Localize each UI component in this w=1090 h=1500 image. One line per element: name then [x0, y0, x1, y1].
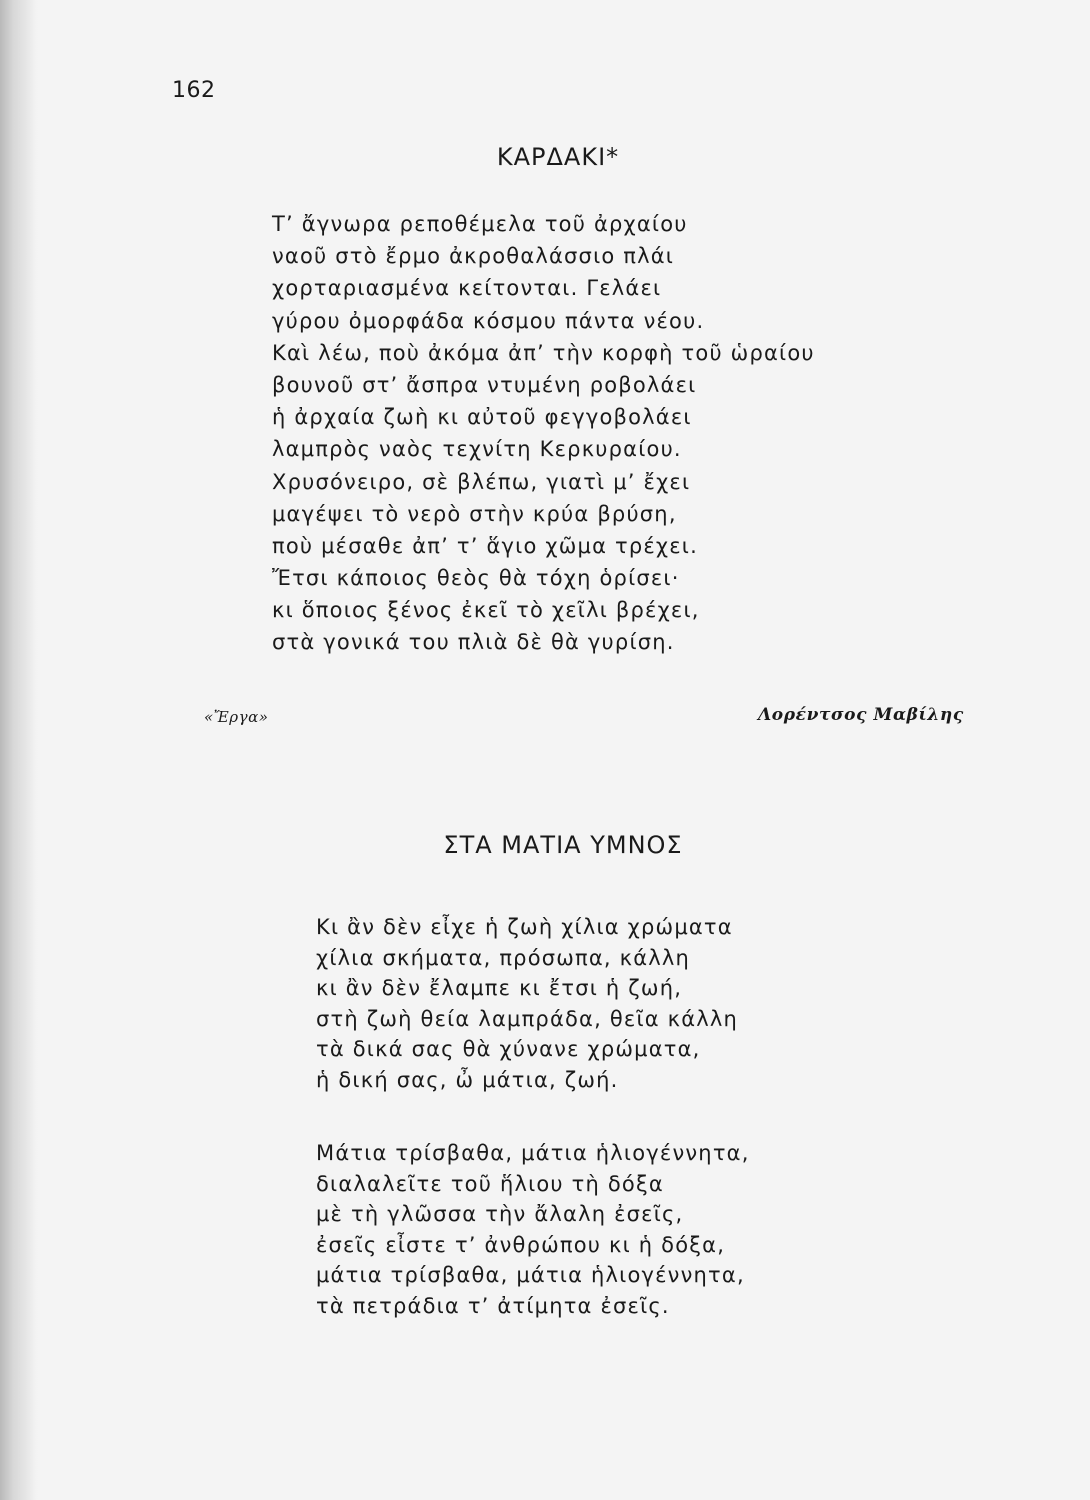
- page-number: 162: [172, 78, 216, 103]
- poem-stanza-1: [316, 912, 738, 1096]
- poem-line: τὰ δικά σας θὰ χύνανε χρώματα,: [316, 1037, 701, 1062]
- poem-kardaki-lines: [272, 208, 815, 659]
- poem-line: στὰ γονικά του πλιὰ δὲ θὰ γυρίση.: [272, 630, 675, 655]
- poem-line: ἡ ἀρχαία ζωὴ κι αὐτοῦ φεγγοβολάει: [272, 405, 692, 430]
- poem-line: κι ἂν δὲν ἔλαμπε κι ἔτσι ἡ ζωή,: [316, 976, 683, 1001]
- poem-line: στὴ ζωὴ θεία λαμπράδα, θεῖα κάλλη: [316, 1006, 739, 1031]
- poem-line: ἐσεῖς εἶστε τ’ ἀνθρώπου κι ἡ δόξα,: [316, 1232, 726, 1257]
- poem-line: διαλαλεῖτε τοῦ ἥλιου τὴ δόξα: [316, 1171, 664, 1196]
- poem-line: Καὶ λέω, ποὺ ἀκόμα ἀπ’ τὴν κορφὴ τοῦ ὡραίου: [272, 340, 815, 365]
- poem-line: Κι ἂν δὲν εἶχε ἡ ζωὴ χίλια χρώματα: [316, 915, 733, 939]
- page-binding-shadow: [0, 0, 36, 1500]
- poem-line: μαγέψει τὸ νερὸ στὴν κρύα βρύση,: [272, 501, 677, 526]
- poem-line: βουνοῦ στ’ ἄσπρα ντυμένη ροβολάει: [272, 372, 697, 397]
- poem-line: Χρυσόνειρο, σὲ βλέπω, γιατὶ μ’ ἔχει: [272, 469, 691, 494]
- poem-author: Λορέντσος Μαβίλης: [758, 705, 964, 725]
- poem-title-kardaki: ΚΑΡΔΑΚΙ*: [496, 143, 620, 171]
- poem-line: ναοῦ στὸ ἔρμο ἀκροθαλάσσιο πλάι: [272, 244, 675, 269]
- poem-stanza-2: [316, 1138, 750, 1322]
- poem-line: χίλια σκήματα, πρόσωπα, κάλλη: [316, 945, 691, 970]
- poem-source: «Ἔργα»: [204, 708, 269, 726]
- poem-line: χορταριασμένα κείτονται. Γελάει: [272, 276, 662, 301]
- poem-line: λαμπρὸς ναὸς τεχνίτη Κερκυραίου.: [272, 437, 682, 462]
- poem-line: Ἔτσι κάποιος θεὸς θὰ τόχη ὁρίσει·: [272, 566, 680, 591]
- poem-line: κι ὅποιος ξένος ἐκεῖ τὸ χεῖλι βρέχει,: [272, 598, 700, 623]
- poem-line: τὰ πετράδια τ’ ἀτίμητα ἐσεῖς.: [316, 1293, 670, 1318]
- poem-line: μάτια τρίσβαθα, μάτια ἡλιογέννητα,: [316, 1263, 745, 1288]
- poem-title-sta-matia-ymnos: ΣΤΑ ΜΑΤΙΑ ΥΜΝΟΣ: [443, 831, 683, 859]
- poem-line: μὲ τὴ γλῶσσα τὴν ἄλαλη ἐσεῖς,: [316, 1202, 684, 1227]
- poem-line: Τ’ ἄγνωρα ρεποθέμελα τοῦ ἀρχαίου: [272, 212, 688, 236]
- poem-line: ἡ δική σας, ὦ μάτια, ζωή.: [316, 1067, 619, 1092]
- poem-line: ποὺ μέσαθε ἀπ’ τ’ ἅγιο χῶμα τρέχει.: [272, 533, 698, 558]
- poem-line: γύρου ὀμορφάδα κόσμου πάντα νέου.: [272, 308, 705, 333]
- poem-line: Μάτια τρίσβαθα, μάτια ἡλιογέννητα,: [316, 1141, 750, 1165]
